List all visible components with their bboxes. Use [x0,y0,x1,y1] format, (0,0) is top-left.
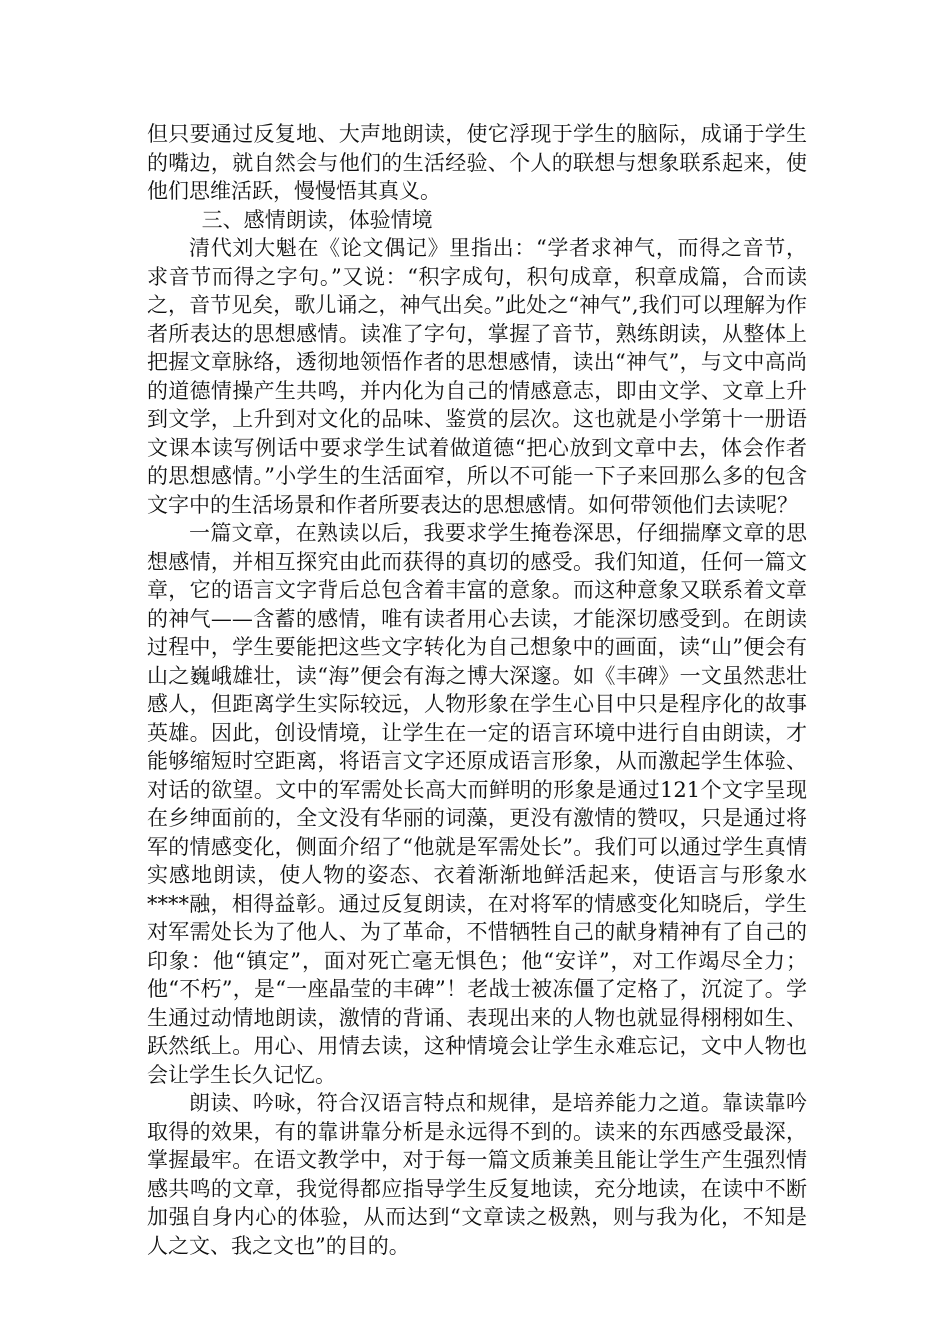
paragraph-conclusion: 朗读、吟咏，符合汉语言特点和规律，是培养能力之道。靠读靠吟取得的效果，有的靠讲靠分析是永远得不到的。读来的东西感受最深，掌握最牢。在语文教学中，对于每一篇文质兼美且能让学生产生强烈情感共鸣的文章，我觉得都应指导学生反复地读，充分地读，在读中不断加强自身内心的体验，从而达到“文章读之极熟，则与我为化，不知是人之文、我之文也”的目的。 [147,1091,807,1258]
paragraph-fengbei-example: 一篇文章，在熟读以后，我要求学生掩卷深思，仔细揣摩文章的思想感情，并相互探究由此而获得的真切的感受。我们知道，任何一篇文章，它的语言文字背后总包含着丰富的意象。而这种意象又联系着文章的神气——含蓄的感情，唯有读者用心去读，才能深切感受到。在朗读过程中，学生要能把这些文字转化为自己想象中的画面，读“山”便会有山之巍峨雄壮，读“海”便会有海之博大深邃。如《丰碑》一文虽然悲壮感人，但距离学生实际较远，人物形象在学生心目中只是程序化的故事英雄。因此，创设情境，让学生在一定的语言环境中进行自由朗读，才能够缩短时空距离，将语言文字还原成语言形象，从而激起学生体验、对话的欲望。文中的军需处长高大而鲜明的形象是通过121个文字呈现在乡绅面前的，全文没有华丽的词藻，更没有激情的赞叹，只是通过将军的情感变化，侧面介绍了“他就是军需处长”。我们可以通过学生真情实感地朗读，使人物的姿态、衣着渐渐地鲜活起来，使语言与形象水****融，相得益彰。通过反复朗读，在对将军的情感变化知晓后，学生对军需处长为了他人、为了革命，不惜牺牲自己的献身精神有了自己的印象：他“镇定”，面对死亡毫无惧色；他“安详”，对工作竭尽全力；他“不朽”，是“一座晶莹的丰碑”！老战士被冻僵了定格了，沉淀了。学生通过动情地朗读，激情的背诵、表现出来的人物也就显得栩栩如生、跃然纸上。用心、用情去读，这种情境会让学生永难忘记，文中人物也会让学生长久记忆。 [147,521,807,1087]
section-heading: 三、感情朗读，体验情境 [201,207,433,232]
document-body [147,120,807,1260]
paragraph-continuation: 但只要通过反复地、大声地朗读，使它浮现于学生的脑际，成诵于学生的嘴边，就自然会与他们的生活经验、个人的联想与想象联系起来，使他们思维活跃，慢慢悟其真义。 [147,122,807,203]
paragraph-liu-dakui-quote: 清代刘大魁在《论文偶记》里指出：“学者求神气，而得之音节，求音节而得之字句。”又说：“积字成句，积句成章，积章成篇，合而读之，音节见矣，歌儿诵之，神气出矣。”此处之“神气”,我们可以理解为作者所表达的思想感情。读准了字句，掌握了音节，熟练朗读，从整体上把握文章脉络，透彻地领悟作者的思想感情，读出“神气”，与文中高尚的道德情操产生共鸣，并内化为自己的情感意志，即由文学、文章上升到文学，上升到对文化的品味、鉴赏的层次。这也就是小学第十一册语文课本读写例话中要求学生试着做道德“把心放到文章中去，体会作者的思想感情。”小学生的生活面窄，所以不可能一下子来回那么多的包含文字中的生活场景和作者所要表达的思想感情。如何带领他们去读呢？ [147,236,807,517]
